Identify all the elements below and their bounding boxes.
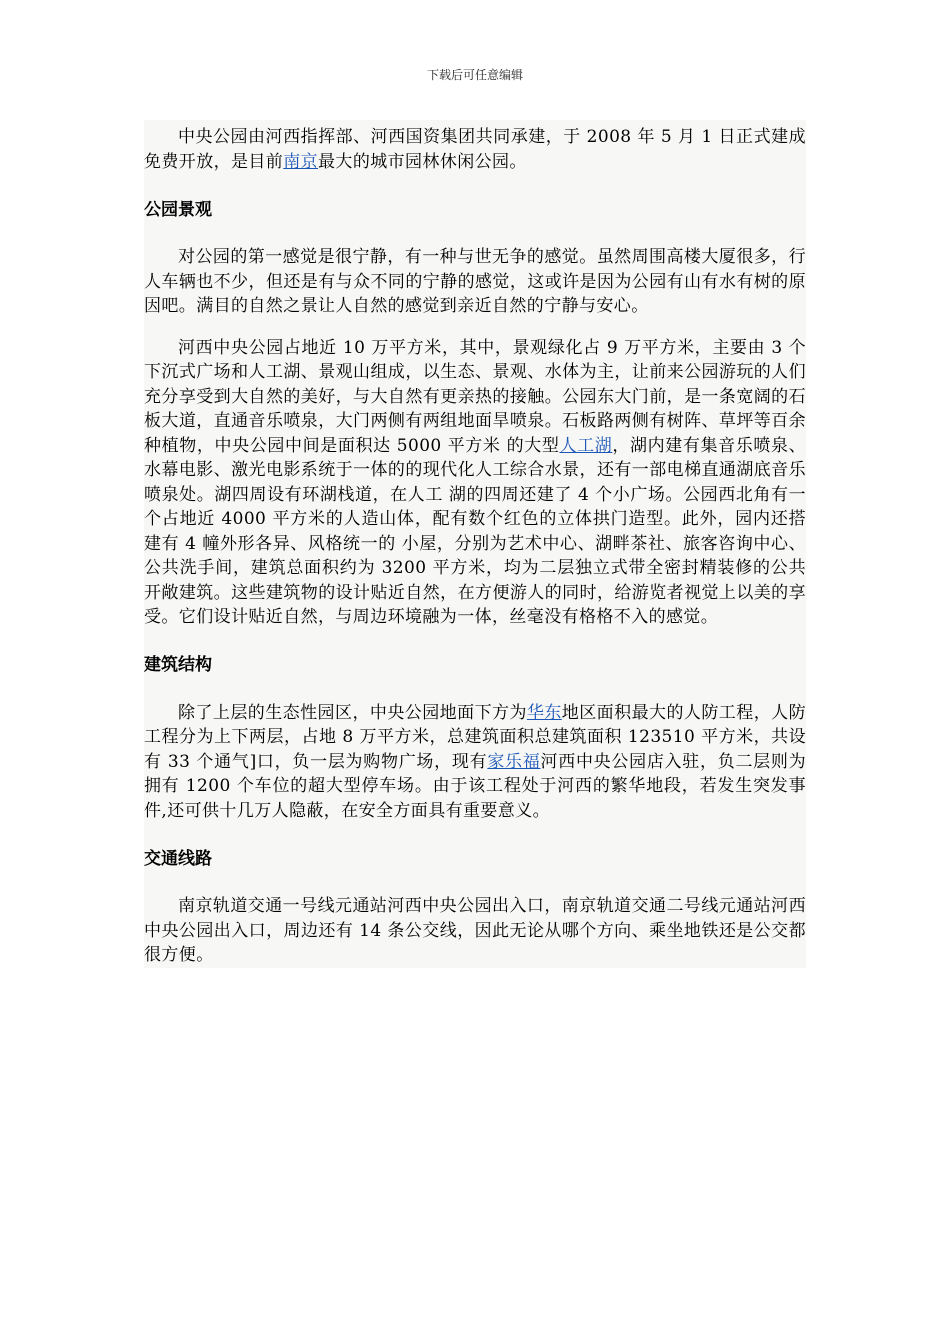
- landscape-paragraph-1: 对公园的第一感觉是很宁静，有一种与世无争的感觉。虽然周围高楼大厦很多，行人车辆也不少，但还是有与众不同的宁静的感觉，这或许是因为公园有山有水有树的原因吧。满目的自然之景让人自然的感觉到亲近自然的宁静与安心。: [144, 247, 806, 316]
- header-note: 下载后可任意编辑: [426, 68, 523, 82]
- landscape-text-1: 河西中央公园占地近 10 万平方米，其中，景观绿化占 9 万平方米，主要由 3 个下沉式广场和人工湖、景观山组成，以生态、景观、水体为主，让前来公园游玩的人们充分享受到大自然的美好，与大自然有更亲热的接触。公园东大门前，是一条宽阔的石板大道，直通音乐喷泉，大门两侧有两组地面旱喷泉。石板路两侧有树阵、草坪等百余种植物，中央公园中间是面积达 5000 平方米 的大型: [144, 337, 806, 456]
- heading-landscape: 公园景观: [144, 200, 212, 220]
- link-huadong[interactable]: 华东: [526, 702, 562, 723]
- structure-text-2: 地区面积最大的人防工程，人防工程分为上下两层，占地 8 万平方米，总建筑面积总建筑面积 123510 平方米，共设有 33 个通气]口，负一层为购物广场，现有: [144, 702, 806, 772]
- intro-text-2: 最大的城市园林休闲公园。: [318, 151, 527, 172]
- heading-transport: 交通线路: [144, 849, 212, 869]
- link-artificial-lake[interactable]: 人工湖: [559, 435, 613, 456]
- link-carrefour[interactable]: 家乐福: [487, 751, 541, 772]
- intro-paragraph: [144, 125, 806, 174]
- landscape-text-2: ，湖内建有集音乐喷泉、水幕电影、激光电影系统于一体的的现代化人工综合水景，还有一部电梯直通湖底音乐喷泉处。湖四周设有环湖栈道，在人工 湖的四周还建了 4 个小广场。公园西北角有一个占地近 4000 平方米的人造山体，配有数个红色的立体拱门造型。此外，园内还搭建有 4 幢外形各异、风格统一的 小屋，分别为艺术中心、湖畔茶社、旅客咨询中心、公共洗手间，建筑总面积约为 3200 平方米，均为二层独立式带全密封精装修的公共开敞建筑。这些建筑物的设计贴近自然，在方便游人的同时，给游览者视觉上以美的享受。它们设计贴近自然，与周边环境融为一体，丝毫没有格格不入的感觉。: [144, 435, 807, 627]
- heading-structure: 建筑结构: [144, 654, 212, 675]
- landscape-paragraph-2: [144, 336, 806, 630]
- structure-text-1: 除了上层的生态性园区，中央公园地面下方为: [178, 702, 527, 723]
- transport-paragraph: 南京轨道交通一号线元通站河西中央公园出入口，南京轨道交通二号线元通站河西中央公园出入口，周边还有 14 条公交线，因此无论从哪个方向、乘坐地铁还是公交都很方便。: [144, 896, 806, 965]
- structure-paragraph: [144, 701, 806, 824]
- article-body: [144, 120, 806, 968]
- structure-text-3: 河西中央公园店入驻，负二层则为拥有 1200 个车位的超大型停车场。由于该工程处于河西的繁华地段，若发生突发事件,还可供十几万人隐蔽，在安全方面具有重要意义。: [144, 751, 807, 821]
- intro-text-1: 中央公园由河西指挥部、河西国资集团共同承建，于 2008 年 5 月 1 日正式建成免费开放，是目前: [144, 127, 806, 172]
- link-nanjing[interactable]: 南京: [283, 151, 319, 172]
